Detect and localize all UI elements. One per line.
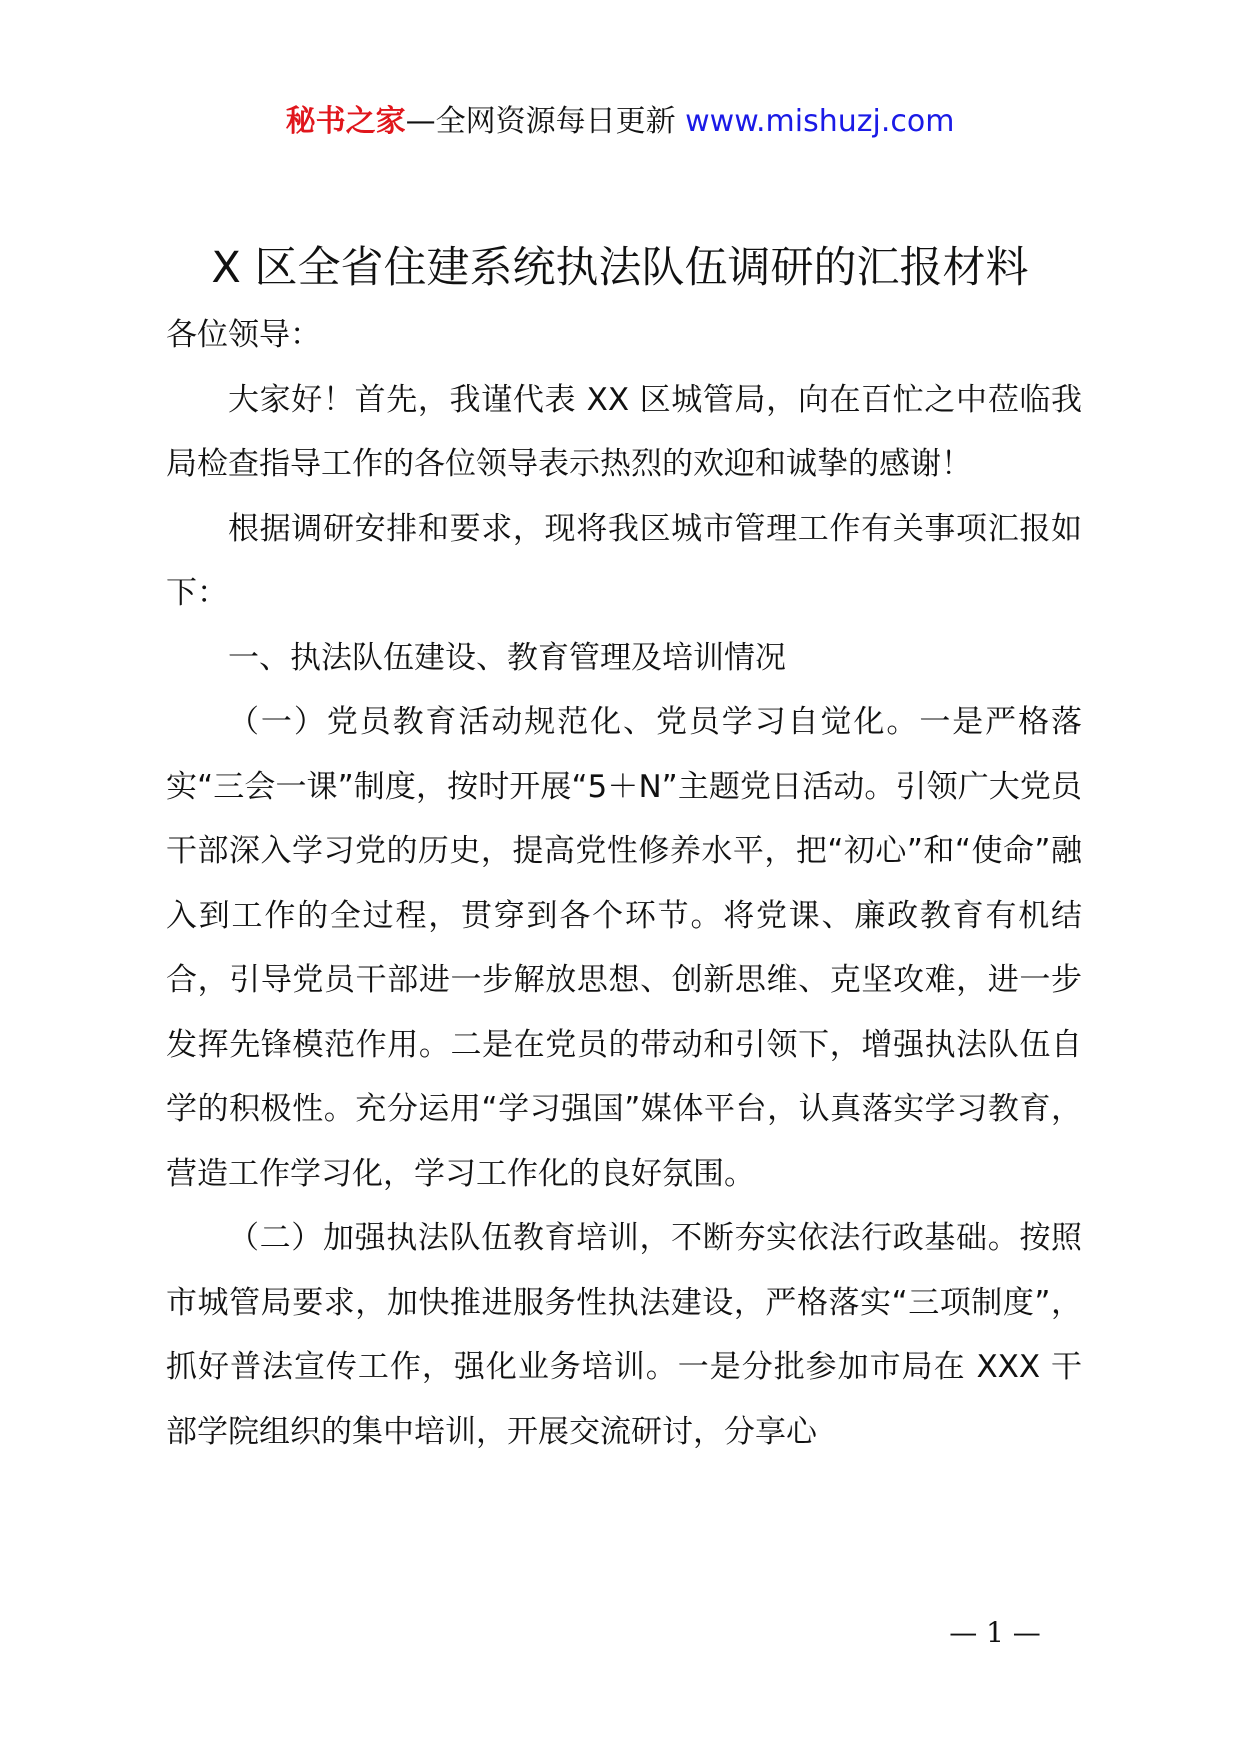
- brand-name: 秘书之家: [285, 104, 406, 139]
- salutation: 各位领导：: [166, 317, 321, 353]
- header-slogan: —全网资源每日更新: [405, 104, 686, 139]
- page-number: — 1 —: [949, 1616, 1041, 1649]
- section-heading: 一、执法队伍建设、教育管理及培训情况: [228, 639, 786, 676]
- site-header: [0, 102, 1240, 142]
- paragraph-section-2: （二）加强执法队伍教育培训，不断夯实依法行政基础。按照市城管局要求，加快推进服务性执法建设，严格落实“三项制度”，抓好普法宣传工作，强化业务培训。一是分批参加市局在 XXX 干部学院组织的集中培训，开展交流研讨，分享心: [166, 1220, 1082, 1450]
- website-url: www.mishuzj.com: [685, 104, 955, 139]
- document-body: [166, 303, 1082, 1464]
- paragraph-intro: 根据调研安排和要求，现将我区城市管理工作有关事项汇报如下：: [166, 510, 1082, 611]
- paragraph-greeting: 大家好！首先，我谨代表 XX 区城管局，向在百忙之中莅临我局检查指导工作的各位领导表示热烈的欢迎和诚挚的感谢！: [166, 381, 1082, 482]
- paragraph-section-1: （一）党员教育活动规范化、党员学习自觉化。一是严格落实“三会一课”制度，按时开展“5＋N”主题党日活动。引领广大党员干部深入学习党的历史，提高党性修养水平，把“初心”和“使命”融入到工作的全过程，贯穿到各个环节。将党课、廉政教育有机结合，引导党员干部进一步解放思想、创新思维、克坚攻难，进一步发挥先锋模范作用。二是在党员的带动和引领下，增强执法队伍自学的积极性。充分运用“学习强国”媒体平台，认真落实学习教育，营造工作学习化，学习工作化的良好氛围。: [166, 704, 1082, 1192]
- document-title: X 区全省住建系统执法队伍调研的汇报材料: [211, 243, 1029, 293]
